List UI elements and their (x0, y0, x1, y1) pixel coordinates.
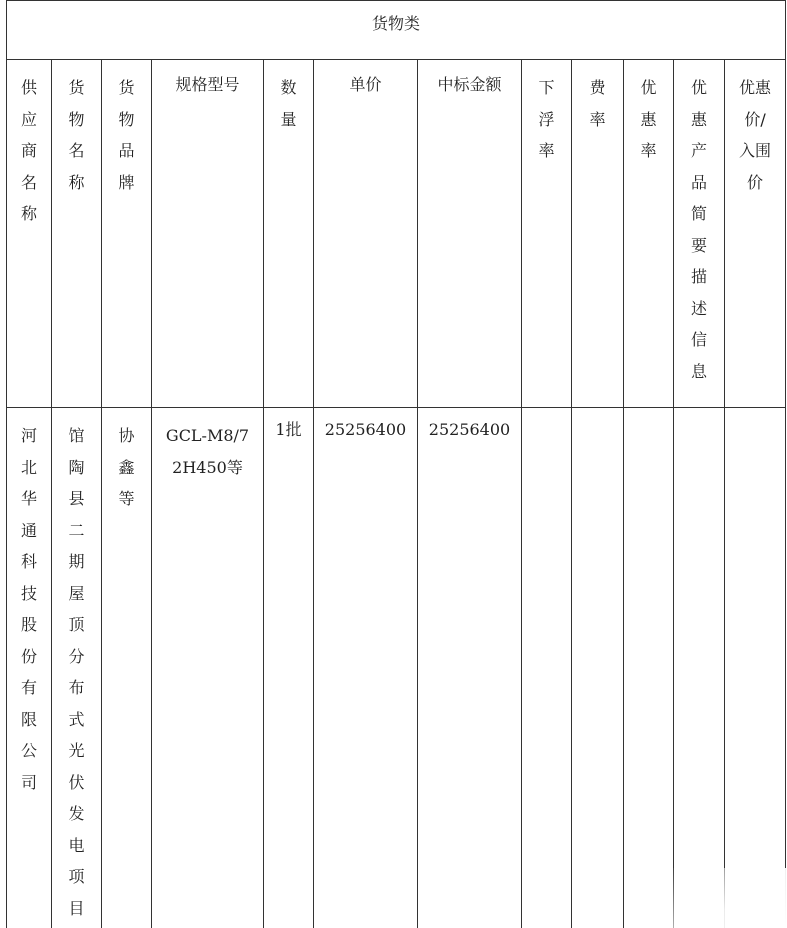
header-goods-name: 货物名称 (52, 60, 102, 408)
header-discount-price: 优惠价/入围价 (725, 60, 786, 408)
header-fee-rate: 费率 (572, 60, 624, 408)
cell-fee-rate (572, 408, 624, 928)
cell-quantity: 1批 (264, 408, 314, 928)
cell-spec-model: GCL-M8/72H450等 (152, 408, 264, 928)
cell-supplier: 河北华通科技股份有限公司 (7, 408, 52, 928)
table-row (7, 408, 786, 928)
cell-discount-rate (624, 408, 674, 928)
header-supplier: 供应商名称 (7, 60, 52, 408)
cell-unit-price: 25256400 (314, 408, 418, 928)
cell-discount-desc (674, 408, 725, 928)
cell-float-rate (522, 408, 572, 928)
header-discount-rate: 优惠率 (624, 60, 674, 408)
cell-discount-price (725, 408, 786, 928)
procurement-table (6, 0, 786, 928)
header-unit-price: 单价 (314, 60, 418, 408)
cell-award-amount: 25256400 (418, 408, 522, 928)
header-award-amount: 中标金额 (418, 60, 522, 408)
header-discount-desc: 优惠产品简要描述信息 (674, 60, 725, 408)
header-quantity: 数量 (264, 60, 314, 408)
table-title-row (7, 1, 786, 60)
header-float-rate: 下浮率 (522, 60, 572, 408)
table-title: 货物类 (7, 1, 786, 60)
cell-goods-brand: 协鑫等 (102, 408, 152, 928)
header-goods-brand: 货物品牌 (102, 60, 152, 408)
cell-goods-name: 馆陶县二期屋顶分布式光伏发电项目 (52, 408, 102, 928)
header-spec-model: 规格型号 (152, 60, 264, 408)
table-header-row (7, 60, 786, 408)
